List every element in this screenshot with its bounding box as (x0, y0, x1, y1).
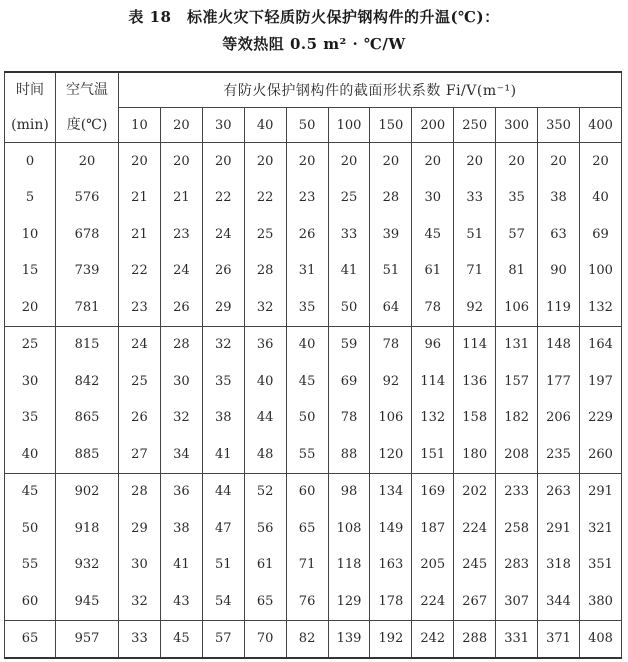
steel-temp-cell: 27 (119, 436, 161, 473)
time-header-line2: (min) (5, 108, 56, 143)
steel-temp-cell: 178 (370, 583, 412, 620)
time-cell: 40 (5, 436, 56, 473)
time-cell: 20 (5, 289, 56, 326)
steel-temp-cell: 35 (202, 363, 244, 400)
steel-temp-cell: 35 (286, 289, 328, 326)
steel-temp-cell: 22 (244, 180, 286, 217)
air-temp-cell: 918 (56, 510, 119, 547)
time-cell: 15 (5, 253, 56, 290)
steel-temp-cell: 192 (370, 620, 412, 658)
steel-temp-cell: 307 (496, 583, 538, 620)
steel-temp-cell: 59 (328, 326, 370, 363)
steel-temp-cell: 139 (328, 620, 370, 658)
steel-temp-cell: 132 (579, 289, 621, 326)
steel-temp-cell: 78 (328, 400, 370, 437)
steel-temp-cell: 20 (579, 143, 621, 180)
steel-temp-cell: 54 (202, 583, 244, 620)
time-cell: 45 (5, 473, 56, 510)
steel-temp-cell: 35 (496, 180, 538, 217)
steel-temp-cell: 31 (286, 253, 328, 290)
steel-temp-cell: 55 (286, 436, 328, 473)
steel-temp-cell: 224 (412, 583, 454, 620)
steel-temp-cell: 20 (412, 143, 454, 180)
steel-temp-cell: 65 (286, 510, 328, 547)
steel-temp-cell: 36 (244, 326, 286, 363)
steel-temp-cell: 57 (202, 620, 244, 658)
time-cell: 5 (5, 180, 56, 217)
steel-temp-cell: 157 (496, 363, 538, 400)
steel-temp-cell: 38 (202, 400, 244, 437)
steel-temp-cell: 20 (286, 143, 328, 180)
steel-temp-cell: 51 (370, 253, 412, 290)
steel-temp-cell: 163 (370, 547, 412, 584)
steel-temp-cell: 23 (119, 289, 161, 326)
steel-temp-cell: 288 (454, 620, 496, 658)
time-cell: 30 (5, 363, 56, 400)
steel-temp-cell: 100 (579, 253, 621, 290)
factor-column-header: 400 (579, 108, 621, 143)
air-temp-cell: 781 (56, 289, 119, 326)
steel-temp-cell: 321 (579, 510, 621, 547)
steel-temp-cell: 20 (370, 143, 412, 180)
steel-temp-cell: 38 (538, 180, 580, 217)
steel-temp-cell: 108 (328, 510, 370, 547)
steel-temp-cell: 82 (286, 620, 328, 658)
steel-temp-cell: 291 (538, 510, 580, 547)
steel-temp-cell: 205 (412, 547, 454, 584)
steel-temp-cell: 28 (244, 253, 286, 290)
table-body (5, 143, 622, 659)
steel-temp-cell: 57 (496, 216, 538, 253)
steel-temp-cell: 98 (328, 473, 370, 510)
steel-temp-cell: 177 (538, 363, 580, 400)
table-row (5, 289, 622, 326)
steel-temp-cell: 39 (370, 216, 412, 253)
table-row (5, 363, 622, 400)
air-temp-cell: 932 (56, 547, 119, 584)
steel-temp-cell: 28 (119, 473, 161, 510)
steel-temp-cell: 28 (370, 180, 412, 217)
air-temp-cell: 865 (56, 400, 119, 437)
steel-temp-cell: 20 (454, 143, 496, 180)
air-temp-cell: 815 (56, 326, 119, 363)
steel-temp-cell: 25 (244, 216, 286, 253)
steel-temp-cell: 208 (496, 436, 538, 473)
steel-temp-cell: 242 (412, 620, 454, 658)
steel-temp-cell: 30 (119, 547, 161, 584)
steel-temp-cell: 24 (119, 326, 161, 363)
steel-temp-cell: 33 (454, 180, 496, 217)
steel-temp-cell: 260 (579, 436, 621, 473)
steel-temp-cell: 21 (119, 180, 161, 217)
steel-temp-cell: 245 (454, 547, 496, 584)
steel-temp-cell: 40 (244, 363, 286, 400)
steel-temp-cell: 29 (202, 289, 244, 326)
steel-temp-cell: 71 (454, 253, 496, 290)
steel-temp-cell: 344 (538, 583, 580, 620)
steel-temp-cell: 202 (454, 473, 496, 510)
steel-temp-cell: 32 (244, 289, 286, 326)
air-temp-cell: 957 (56, 620, 119, 658)
steel-temp-cell: 118 (328, 547, 370, 584)
steel-temp-cell: 26 (286, 216, 328, 253)
steel-temp-cell: 149 (370, 510, 412, 547)
steel-temp-cell: 206 (538, 400, 580, 437)
factor-column-header: 10 (119, 108, 161, 143)
steel-temp-cell: 148 (538, 326, 580, 363)
steel-temp-cell: 331 (496, 620, 538, 658)
steel-temp-cell: 180 (454, 436, 496, 473)
steel-temp-cell: 61 (412, 253, 454, 290)
steel-temp-cell: 20 (160, 143, 202, 180)
steel-temp-cell: 24 (160, 253, 202, 290)
steel-temp-cell: 51 (454, 216, 496, 253)
steel-temp-cell: 45 (286, 363, 328, 400)
table-row (5, 326, 622, 363)
factor-column-header: 100 (328, 108, 370, 143)
steel-temp-cell: 114 (412, 363, 454, 400)
steel-temp-cell: 30 (160, 363, 202, 400)
air-temp-cell: 20 (56, 143, 119, 180)
steel-temp-cell: 63 (538, 216, 580, 253)
air-temp-cell: 678 (56, 216, 119, 253)
steel-temp-cell: 47 (202, 510, 244, 547)
steel-temp-cell: 283 (496, 547, 538, 584)
steel-temp-cell: 32 (119, 583, 161, 620)
steel-temp-cell: 119 (538, 289, 580, 326)
factor-column-header: 40 (244, 108, 286, 143)
factor-column-header: 30 (202, 108, 244, 143)
table-row (5, 473, 622, 510)
steel-temp-cell: 380 (579, 583, 621, 620)
steel-temp-cell: 70 (244, 620, 286, 658)
steel-temp-cell: 258 (496, 510, 538, 547)
steel-temp-cell: 20 (538, 143, 580, 180)
air-temp-header-line1: 空气温 (56, 72, 119, 108)
steel-temp-cell: 33 (328, 216, 370, 253)
steel-temp-cell: 20 (244, 143, 286, 180)
table-row (5, 620, 622, 658)
table-row (5, 510, 622, 547)
time-cell: 35 (5, 400, 56, 437)
steel-temp-cell: 92 (454, 289, 496, 326)
steel-temp-cell: 132 (412, 400, 454, 437)
steel-temp-cell: 65 (244, 583, 286, 620)
steel-temp-cell: 76 (286, 583, 328, 620)
steel-temp-cell: 24 (202, 216, 244, 253)
air-temp-cell: 945 (56, 583, 119, 620)
steel-temp-cell: 20 (496, 143, 538, 180)
steel-temp-cell: 26 (119, 400, 161, 437)
table-caption: 表 18 标准火灾下轻质防火保护钢构件的升温(℃)： (128, 8, 500, 26)
air-temp-cell: 842 (56, 363, 119, 400)
steel-temp-cell: 41 (328, 253, 370, 290)
steel-temp-cell: 43 (160, 583, 202, 620)
steel-temp-cell: 45 (160, 620, 202, 658)
steel-temp-cell: 408 (579, 620, 621, 658)
time-cell: 25 (5, 326, 56, 363)
factor-column-header: 20 (160, 108, 202, 143)
steel-temp-cell: 134 (370, 473, 412, 510)
time-cell: 55 (5, 547, 56, 584)
time-cell: 60 (5, 583, 56, 620)
steel-temp-cell: 129 (328, 583, 370, 620)
steel-temp-cell: 26 (160, 289, 202, 326)
steel-temp-cell: 29 (119, 510, 161, 547)
steel-temp-cell: 25 (119, 363, 161, 400)
steel-temp-cell: 41 (202, 436, 244, 473)
steel-temp-cell: 40 (286, 326, 328, 363)
factor-column-header: 350 (538, 108, 580, 143)
steel-temp-cell: 187 (412, 510, 454, 547)
steel-temp-cell: 32 (160, 400, 202, 437)
time-cell: 10 (5, 216, 56, 253)
steel-temp-cell: 371 (538, 620, 580, 658)
steel-temp-cell: 20 (328, 143, 370, 180)
steel-temp-cell: 106 (370, 400, 412, 437)
steel-temp-cell: 34 (160, 436, 202, 473)
steel-temp-cell: 36 (160, 473, 202, 510)
steel-temp-cell: 114 (454, 326, 496, 363)
table-row (5, 583, 622, 620)
steel-temp-cell: 182 (496, 400, 538, 437)
steel-temp-cell: 229 (579, 400, 621, 437)
steel-temp-cell: 169 (412, 473, 454, 510)
steel-temp-cell: 96 (412, 326, 454, 363)
air-temp-cell: 576 (56, 180, 119, 217)
steel-temp-cell: 164 (579, 326, 621, 363)
steel-temp-cell: 51 (202, 547, 244, 584)
air-temp-cell: 885 (56, 436, 119, 473)
steel-temp-cell: 33 (119, 620, 161, 658)
factor-column-header: 200 (412, 108, 454, 143)
steel-temp-cell: 64 (370, 289, 412, 326)
factor-group-header: 有防火保护钢构件的截面形状系数 Fi/V(m⁻¹) (119, 72, 622, 108)
steel-temp-cell: 23 (160, 216, 202, 253)
steel-temp-cell: 267 (454, 583, 496, 620)
steel-temp-cell: 69 (328, 363, 370, 400)
steel-temp-cell: 50 (328, 289, 370, 326)
time-cell: 65 (5, 620, 56, 658)
steel-temp-cell: 52 (244, 473, 286, 510)
steel-temp-cell: 41 (160, 547, 202, 584)
factor-column-header: 250 (454, 108, 496, 143)
steel-temp-cell: 92 (370, 363, 412, 400)
table-row (5, 547, 622, 584)
time-cell: 50 (5, 510, 56, 547)
steel-temp-cell: 23 (286, 180, 328, 217)
factor-column-header: 300 (496, 108, 538, 143)
steel-temp-cell: 136 (454, 363, 496, 400)
steel-temp-cell: 25 (328, 180, 370, 217)
table-row (5, 216, 622, 253)
table-row (5, 436, 622, 473)
steel-temp-cell: 44 (202, 473, 244, 510)
time-header-line1: 时间 (5, 72, 56, 108)
steel-temp-cell: 291 (579, 473, 621, 510)
steel-temp-cell: 351 (579, 547, 621, 584)
steel-temp-cell: 69 (579, 216, 621, 253)
steel-temp-cell: 158 (454, 400, 496, 437)
air-temp-header-line2: 度(℃) (56, 108, 119, 143)
factor-column-header: 150 (370, 108, 412, 143)
table-row (5, 400, 622, 437)
steel-temp-cell: 120 (370, 436, 412, 473)
steel-temp-cell: 61 (244, 547, 286, 584)
table-container (4, 71, 622, 659)
steel-temp-cell: 44 (244, 400, 286, 437)
steel-temp-cell: 38 (160, 510, 202, 547)
steel-temp-cell: 20 (202, 143, 244, 180)
steel-temp-cell: 50 (286, 400, 328, 437)
air-temp-cell: 902 (56, 473, 119, 510)
table-subcaption: 等效热阻 0.5 m² · ℃/W (222, 35, 406, 53)
steel-temp-cell: 45 (412, 216, 454, 253)
steel-temp-cell: 318 (538, 547, 580, 584)
steel-temp-cell: 197 (579, 363, 621, 400)
steel-temp-cell: 40 (579, 180, 621, 217)
steel-temp-cell: 233 (496, 473, 538, 510)
steel-temp-cell: 106 (496, 289, 538, 326)
steel-temp-cell: 48 (244, 436, 286, 473)
steel-temp-cell: 56 (244, 510, 286, 547)
steel-temp-cell: 26 (202, 253, 244, 290)
factor-column-header: 50 (286, 108, 328, 143)
steel-temp-cell: 22 (202, 180, 244, 217)
steel-temp-cell: 60 (286, 473, 328, 510)
steel-temp-cell: 21 (119, 216, 161, 253)
steel-temp-cell: 151 (412, 436, 454, 473)
steel-temp-cell: 90 (538, 253, 580, 290)
steel-temp-cell: 88 (328, 436, 370, 473)
table-row (5, 180, 622, 217)
steel-temp-cell: 131 (496, 326, 538, 363)
steel-temp-cell: 28 (160, 326, 202, 363)
steel-temp-cell: 78 (412, 289, 454, 326)
steel-temp-cell: 263 (538, 473, 580, 510)
steel-temp-cell: 71 (286, 547, 328, 584)
steel-temp-cell: 224 (454, 510, 496, 547)
steel-temp-cell: 78 (370, 326, 412, 363)
steel-temp-cell: 20 (119, 143, 161, 180)
time-cell: 0 (5, 143, 56, 180)
steel-temp-cell: 81 (496, 253, 538, 290)
steel-temp-cell: 21 (160, 180, 202, 217)
air-temp-cell: 739 (56, 253, 119, 290)
steel-temp-cell: 30 (412, 180, 454, 217)
steel-temp-cell: 235 (538, 436, 580, 473)
steel-temp-cell: 32 (202, 326, 244, 363)
temperature-table (4, 71, 622, 659)
table-row (5, 143, 622, 180)
table-row (5, 253, 622, 290)
steel-temp-cell: 22 (119, 253, 161, 290)
